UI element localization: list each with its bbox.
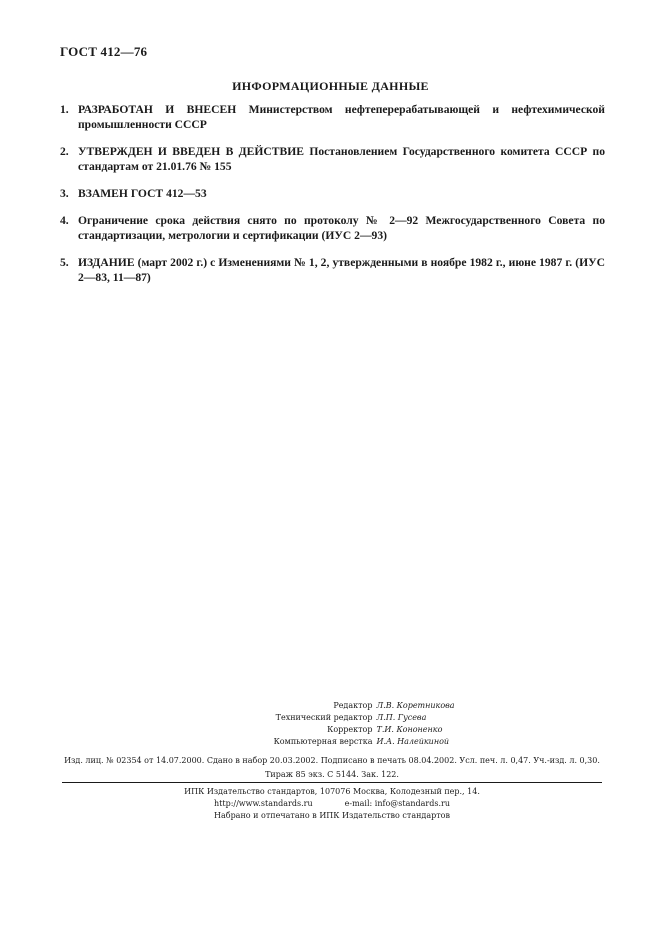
credits-block: [0, 700, 661, 748]
divider: [62, 782, 602, 783]
credit-role: Технический редактор: [275, 713, 373, 722]
imprint-line: Тираж 85 экз. С 5144. Зак. 122.: [265, 770, 399, 779]
credit-name: Л.В. Коретникова: [376, 701, 455, 710]
credit-editor: [0, 700, 661, 712]
item-text: РАЗРАБОТАН И ВНЕСЕН Министерством нефтеперерабатывающей и нефтехимической промышленности СССР: [78, 103, 605, 131]
item-number: 1.: [60, 103, 69, 116]
list-item: [60, 144, 605, 174]
item-text: ИЗДАНИЕ (март 2002 г.) с Изменениями № 1, 2, утвержденными в ноябре 1982 г., июне 1987 г. (ИУС 2—83, 11—87): [78, 256, 605, 284]
item-text: ВЗАМЕН ГОСТ 412—53: [78, 187, 207, 200]
standard-code: ГОСТ 412—76: [60, 44, 148, 59]
credit-tech-editor: [0, 712, 661, 724]
credit-role: Корректор: [327, 725, 373, 734]
item-text: Ограничение срока действия снято по протоколу № 2—92 Межгосударственного Совета по стандартизации, метрологии и сертификации (ИУС 2—93): [78, 214, 605, 242]
credit-name: И.А. Налейкиной: [376, 737, 450, 746]
publisher-block: [62, 786, 602, 822]
credit-name: Т.И. Кононенко: [376, 725, 443, 734]
credit-role: Компьютерная верстка: [273, 737, 373, 746]
publisher-email[interactable]: e-mail: info@standards.ru: [344, 799, 450, 808]
item-number: 3.: [60, 187, 69, 200]
publisher-printed: Набрано и отпечатано в ИПК Издательство стандартов: [214, 811, 450, 820]
imprint-line: Изд. лиц. № 02354 от 14.07.2000. Сдано в набор 20.03.2002. Подписано в печать 08.04.2002. Усл. печ. л. 0,47. Уч.-изд. л. 0,30.: [64, 756, 600, 765]
item-text: УТВЕРЖДЕН И ВВЕДЕН В ДЕЙСТВИЕ Постановлением Государственного комитета СССР по стандартам от 21.01.76 № 155: [78, 145, 605, 173]
section-title: ИНФОРМАЦИОННЫЕ ДАННЫЕ: [232, 79, 429, 93]
imprint-block: [62, 754, 602, 782]
item-number: 2.: [60, 145, 69, 158]
list-item: [60, 255, 605, 285]
item-number: 4.: [60, 214, 69, 227]
list-item: [60, 213, 605, 243]
info-list: [60, 102, 605, 297]
item-number: 5.: [60, 256, 69, 269]
credit-role: Редактор: [333, 701, 373, 710]
publisher-website[interactable]: http://www.standards.ru: [214, 799, 313, 808]
publisher-contacts: [62, 798, 602, 810]
credit-corrector: [0, 724, 661, 736]
publisher-address: ИПК Издательство стандартов, 107076 Москва, Колодезный пер., 14.: [184, 787, 480, 796]
list-item: [60, 102, 605, 132]
list-item: [60, 186, 605, 201]
credit-layout: [0, 736, 661, 748]
credit-name: Л.П. Гусева: [376, 713, 427, 722]
